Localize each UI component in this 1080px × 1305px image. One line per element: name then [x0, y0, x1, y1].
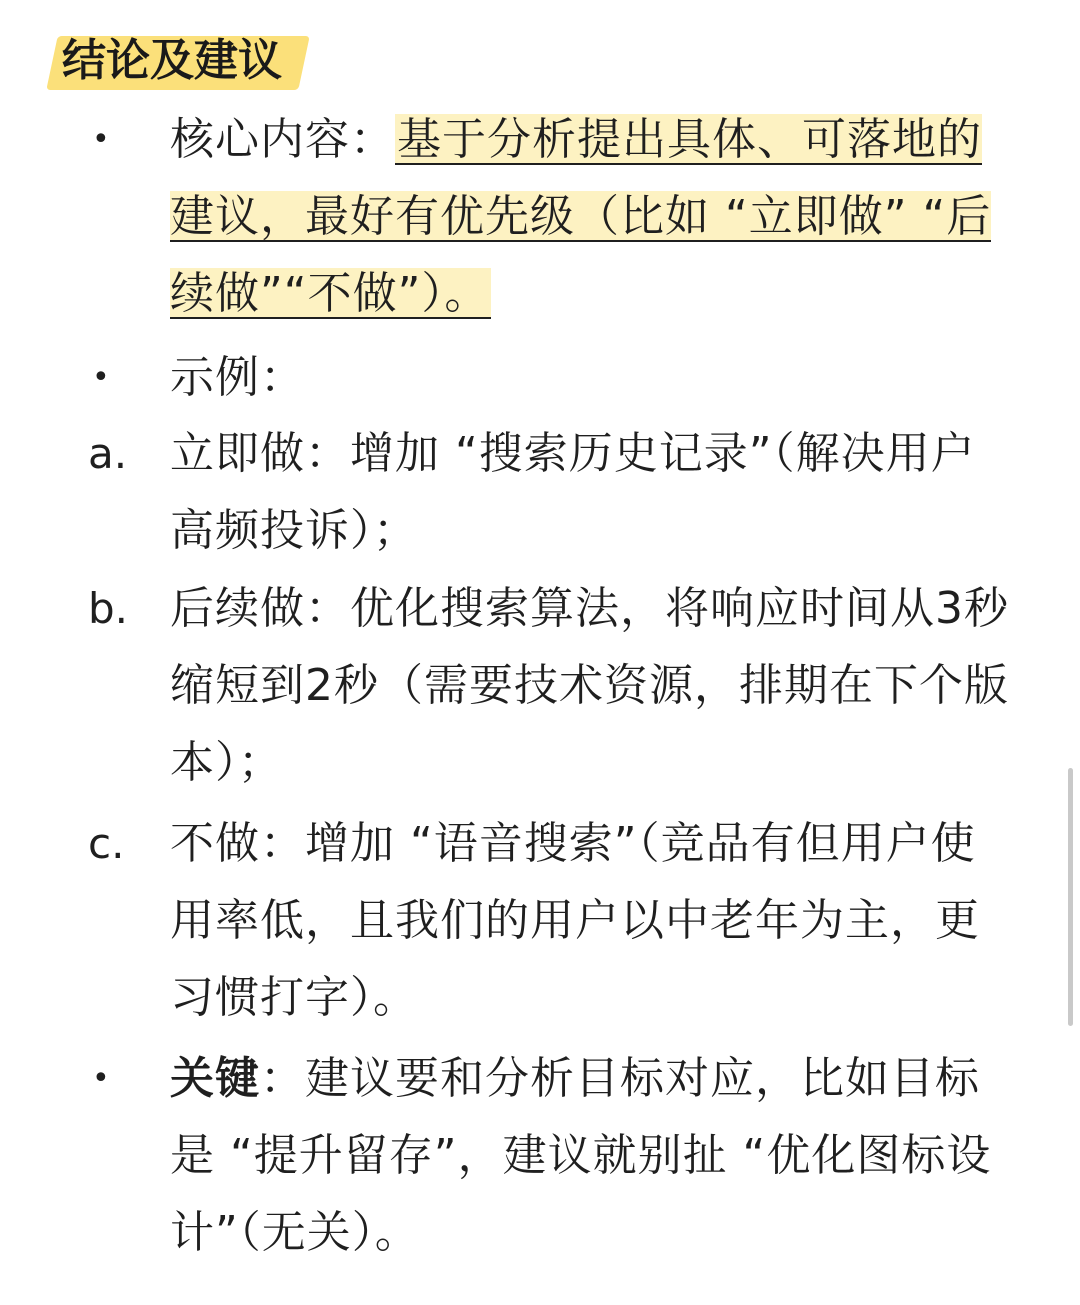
item-label: 示例：	[170, 352, 305, 403]
ordered-marker: b.	[88, 584, 129, 633]
list-item-text: 不做：增加 “语音搜索”（竞品有但用户使用率低，且我们的用户以中老年为主，更习惯打字）。	[170, 818, 980, 1023]
ordered-marker: c.	[88, 819, 125, 868]
section-heading: 结论及建议	[62, 35, 282, 86]
list-item-text	[170, 101, 1020, 332]
list-item-text: 立即做：增加 “搜索历史记录”（解决用户高频投诉）；	[170, 428, 976, 556]
list-item-text	[170, 339, 1020, 416]
section-heading-wrap	[52, 30, 282, 92]
item-label: 核心内容：	[170, 114, 395, 165]
highlighted-text: 基于分析提出具体、可落地的建议，最好有优先级（比如 “立即做” “后续做”“不做”）。	[170, 114, 992, 319]
item-body: ：建议要和分析目标对应，比如目标是 “提升留存”，建议就别扯 “优化图标设计”（无关）。	[170, 1053, 992, 1258]
bullet-marker: •	[92, 360, 110, 395]
vertical-scrollbar[interactable]	[1068, 768, 1073, 1026]
bullet-marker: •	[92, 122, 110, 157]
list-item-text: 后续做：优化搜索算法，将响应时间从3秒缩短到2秒（需要技术资源，排期在下个版本）；	[170, 583, 1009, 788]
item-label-bold: 关键	[170, 1053, 260, 1104]
list-item-text	[170, 1040, 1020, 1271]
bullet-marker: •	[92, 1061, 110, 1096]
ordered-marker: a.	[88, 429, 128, 478]
